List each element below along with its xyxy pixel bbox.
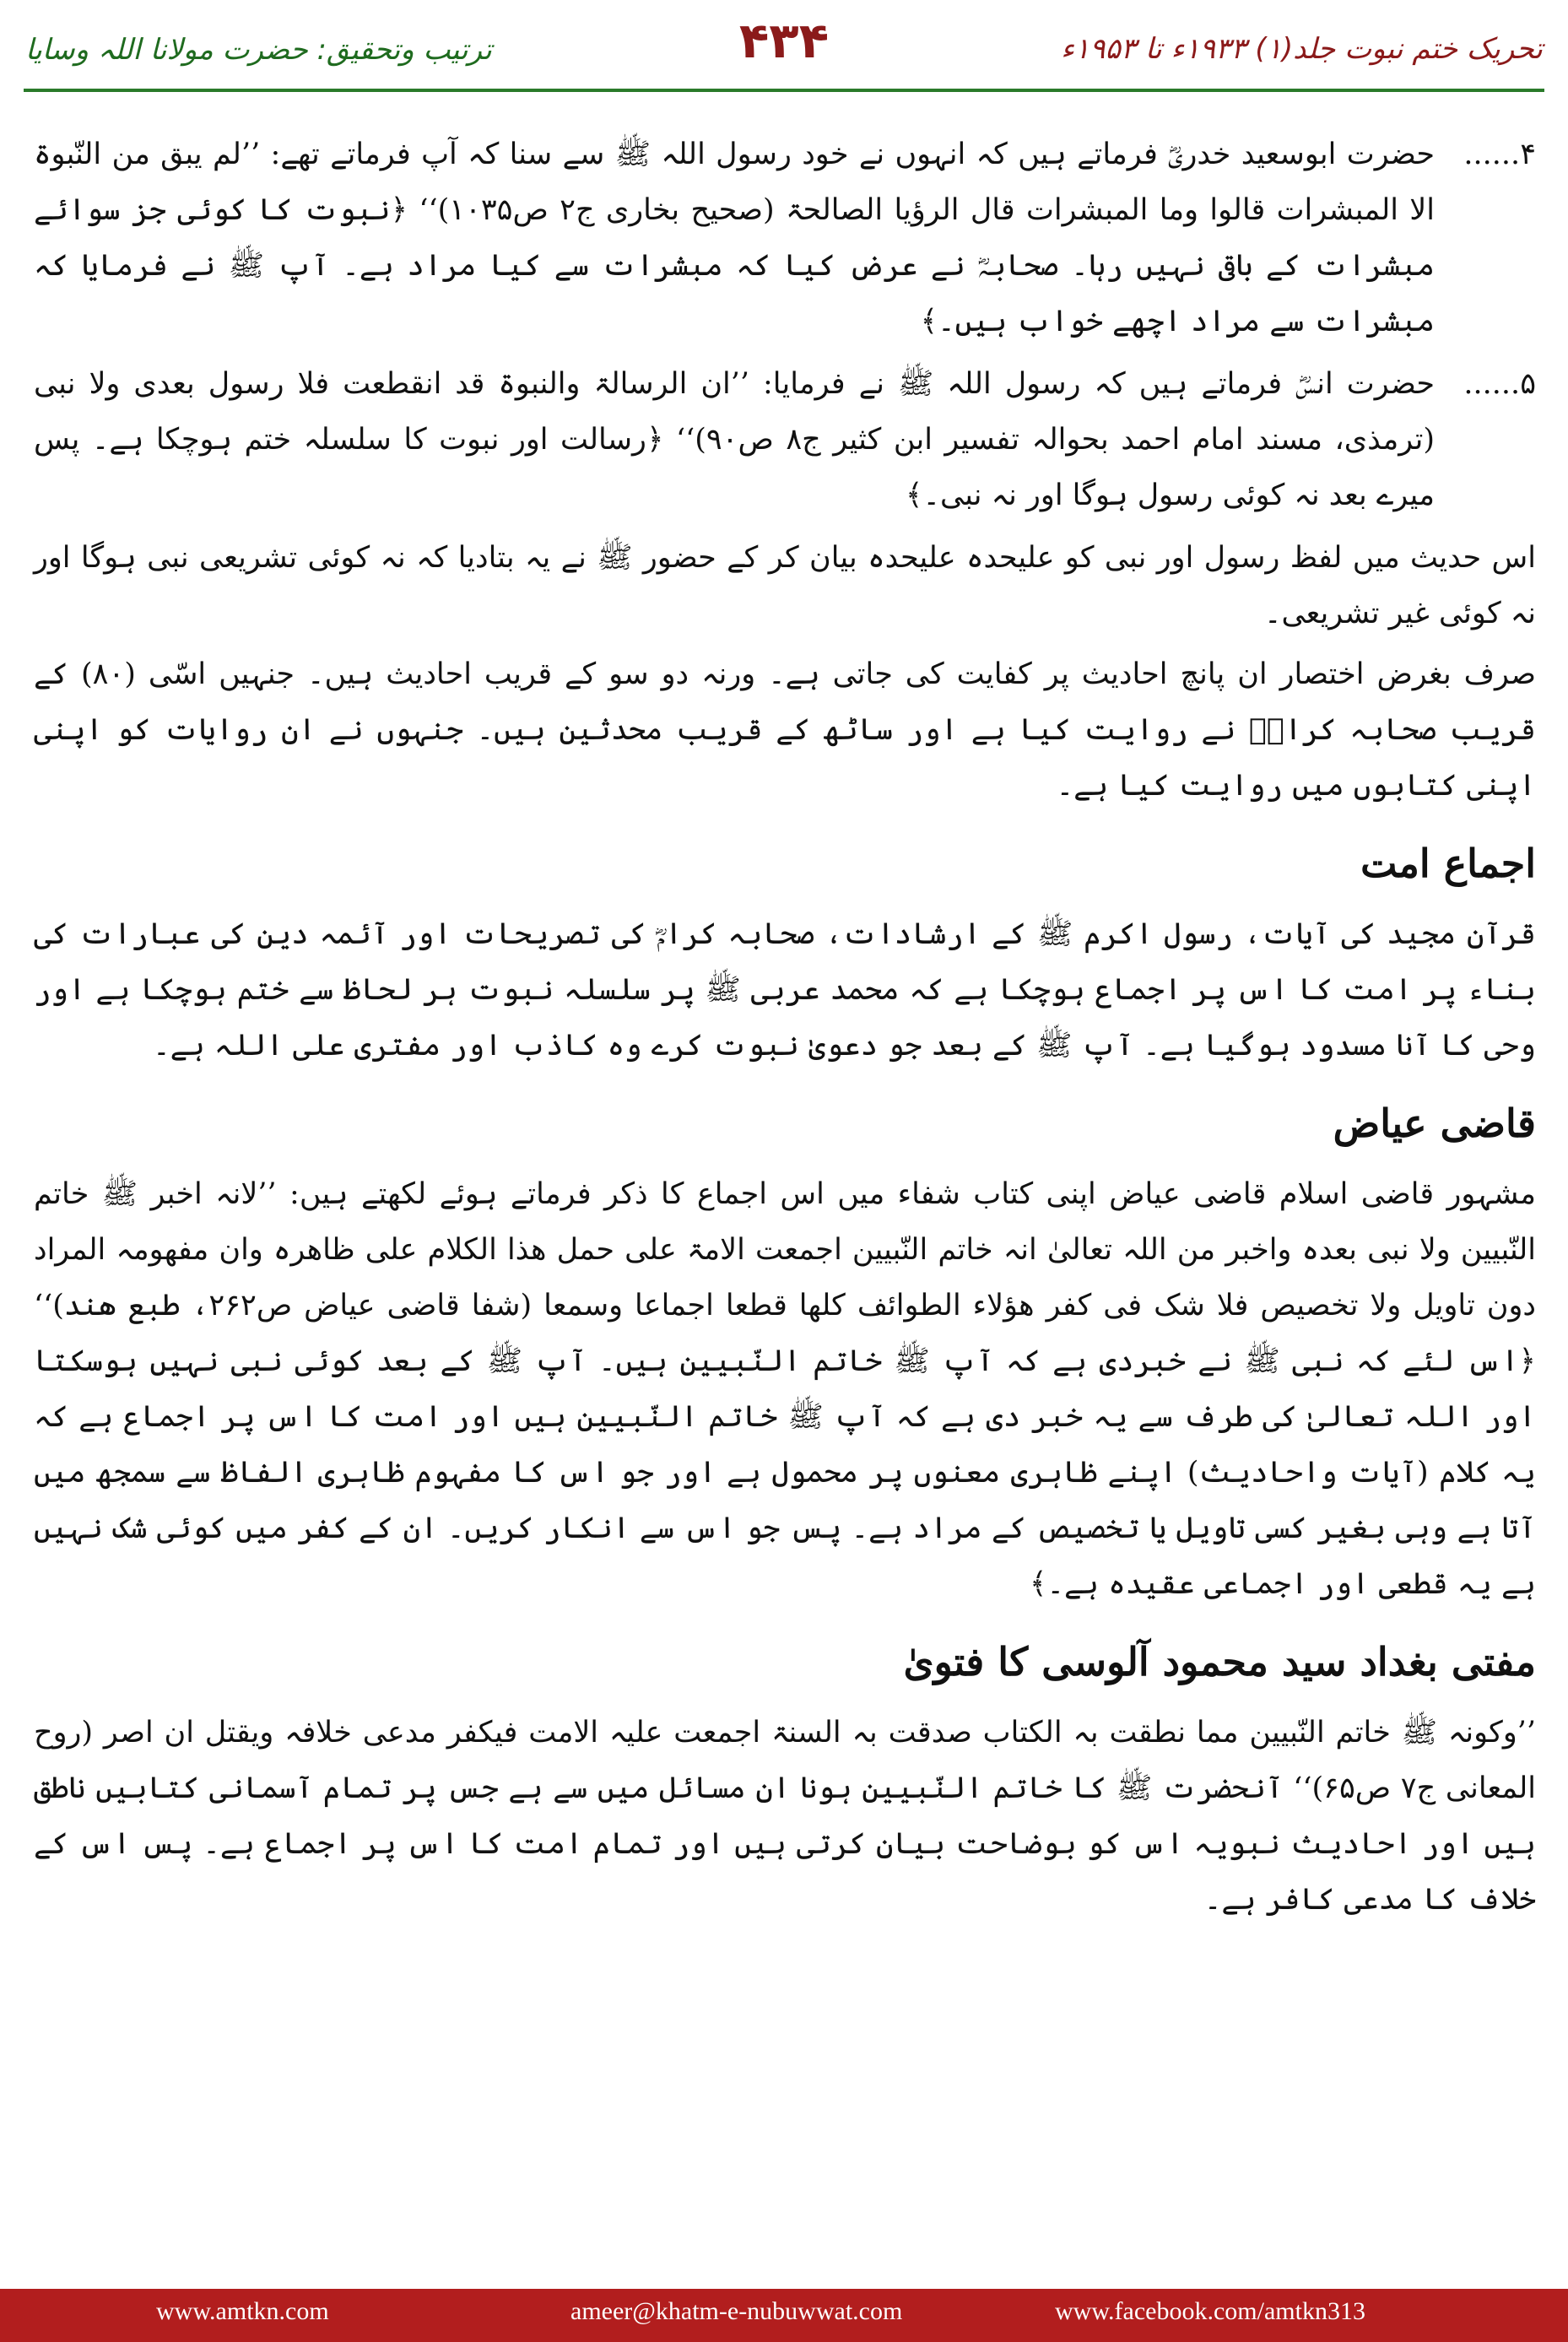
page-body [34,127,1536,2237]
page-header [0,0,1568,101]
footer-email-link[interactable]: ameer@khatm-e-nubuwwat.com [570,2297,903,2325]
header-book-title: تحریک ختم نبوت جلد(۱) ۱۹۳۳ء تا ۱۹۵۳ء [1061,32,1543,66]
footer-website-link[interactable]: www.amtkn.com [156,2297,329,2325]
paragraph: اس حدیث میں لفظ رسول اور نبی کو علیحدہ علیحدہ بیان کر کے حضور ﷺ نے یہ بتادیا کہ نہ کوئی تشریعی نبی ہوگا اور نہ کوئی غیر تشریعی۔ [34,541,1536,630]
hadith-item [34,127,1536,349]
paragraph: صرف بغرض اختصار ان پانچ احادیث پر کفایت کی جاتی ہے۔ ورنہ دو سو کے قریب احادیث ہیں۔ جنہیں اسّی (۸۰) کے قریب صحابہ کرامؓ نے روایت کیا ہے اور ساٹھ کے قریب محدثین ہیں۔ جنہوں نے ان روایات کو اپنی اپنی کتابوں میں روایت کیا ہے۔ [34,657,1536,803]
item-number: ۵...... [1463,367,1536,401]
paragraph: قرآن مجید کی آیات، رسول اکرم ﷺ کے ارشادات، صحابہ کرامؓ کی تصریحات اور آئمہ دین کی عبارات کی بناء پر امت کا اس پر اجماع ہوچکا ہے کہ محمد عربی ﷺ پر سلسلہ نبوت ہر لحاظ سے ختم ہوچکا ہے اور وحی کا آنا مسدود ہوگیا ہے۔ آپ ﷺ کے بعد جو دعویٰ نبوت کرے وہ کاذب اور مفتری علی اللہ ہے۔ [34,917,1536,1063]
header-divider [24,89,1544,92]
section-heading: قاضی عیاض [1333,1101,1536,1146]
paragraph: مشہور قاضی اسلام قاضی عیاض اپنی کتاب شفاء میں اس اجماع کا ذکر فرماتے ہوئے لکھتے ہیں: ’’لانہ اخبر ﷺ خاتم النّبیین ولا نبی بعدہ واخبر من اللہ تعالیٰ انہ خاتم النّبیین اجمعت الامۃ علی حمل ھذا الکلام علی ظاھرہ وان مفھومہ المراد دون تاویل ولا تخصیص فلا شک فی کفر ھؤلاء الطوائف کلھا قطعا اجماعا وسمعا (شفا قاضی عیاض ص۲۶۲، طبع ھند)‘‘ ﴿اس لئے کہ نبی ﷺ نے خبردی ہے کہ آپ ﷺ خاتم النّبیین ہیں۔ آپ ﷺ کے بعد کوئی نبی نہیں ہوسکتا اور اللہ تعالیٰ کی طرف سے یہ خبر دی ہے کہ آپ ﷺ خاتم النّبیین ہیں اور امت کا اس پر اجماع ہے کہ یہ کلام (آیات واحادیث) اپنے ظاہری معنوں پر محمول ہے اور جو اس کا مفہوم ظاہری الفاظ سے سمجھ میں آتا ہے وہی بغیر کسی تاویل یا تخصیص کے مراد ہے۔ پس جو اس سے انکار کریں۔ ان کے کفر میں کوئی شک نہیں ہے یہ قطعی اور اجماعی عقیدہ ہے۔﴾ [34,1177,1536,1601]
paragraph: ’’وکونہ ﷺ خاتم النّبیین مما نطقت بہ الکتاب صدقت بہ السنۃ اجمعت علیہ الامت فیکفر مدعی خلافہ ویقتل ان اصر (روح المعانی ج۷ ص۶۵)‘‘ آنحضرت ﷺ کا خاتم النّبیین ہونا ان مسائل میں سے ہے جس پر تمام آسمانی کتابیں ناطق ہیں اور احادیث نبویہ اس کو بوضاحت بیان کرتی ہیں اور تمام امت کا اس پر اجماع ہے۔ پس اس کے خلاف کا مدعی کافر ہے۔ [34,1716,1536,1917]
page-footer [0,2289,1568,2342]
footer-facebook-link[interactable]: www.facebook.com/amtkn313 [1055,2297,1365,2325]
header-compiler: ترتیب وتحقیق: حضرت مولانا اللہ وسایا [25,33,492,67]
hadith-item [34,356,1536,523]
section-heading: اجماع امت [1360,841,1536,886]
item-text: حضرت انسؓ فرماتے ہیں کہ رسول اللہ ﷺ نے فرمایا: ’’ان الرسالۃ والنبوۃ قد انقطعت فلا رسول بعدی ولا نبی (ترمذی، مسند امام احمد بحوالہ تفسیر ابن کثیر ج۸ ص۹۰)‘‘ ﴿رسالت اور نبوت کا سلسلہ ختم ہوچکا ہے۔ پس میرے بعد نہ کوئی رسول ہوگا اور نہ نبی۔﴾ [34,367,1435,512]
page-number: ۴۳۴ [738,12,830,69]
item-text: حضرت ابوسعید خدریؓ فرماتے ہیں کہ انہوں نے خود رسول اللہ ﷺ سے سنا کہ آپ فرماتے تھے: ’’لم یبق من النّبوۃ الا المبشرات قالوا وما المبشرات قال الرؤیا الصالحۃ (صحیح بخاری ج۲ ص۱۰۳۵)‘‘ ﴿نبوت کا کوئی جز سوائے مبشرات کے باقی نہیں رہا۔ صحابہؓ نے عرض کیا کہ مبشرات سے کیا مراد ہے۔ آپ ﷺ نے فرمایا کہ مبشرات سے مراد اچھے خواب ہیں۔﴾ [34,138,1435,338]
section-heading: مفتی بغداد سید محمود آلوسی کا فتویٰ [903,1639,1536,1685]
item-number: ۴...... [1463,138,1536,171]
